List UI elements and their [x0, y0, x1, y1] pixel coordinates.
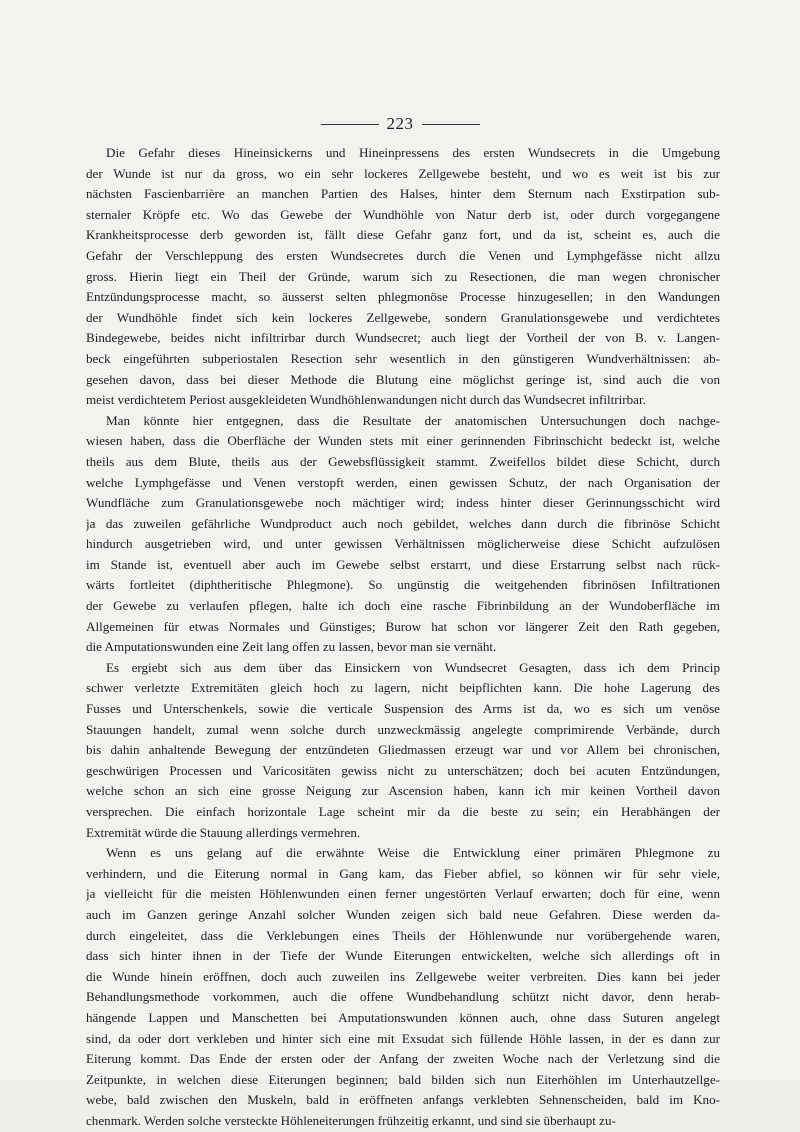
text-line: Allgemeinen für etwas Normales und Günstiges; Burow hat schon vor längerer Zeit den Rath gegeben,: [86, 618, 720, 634]
text-line: Man könnte hier entgegnen, dass die Resultate der anatomischen Untersuchungen doch nachge-: [106, 412, 720, 428]
paragraph: [86, 658, 720, 843]
text-line: wiesen haben, dass die Oberfläche der Wunden stets mit einer gerinnenden Fibrinschicht bedeckt ist, welche: [86, 433, 720, 449]
text-line: welche Lymphgefässe und Venen verstopft werden, einen gewissen Schutz, der nach Organisation der: [86, 474, 720, 490]
text-line: sternaler Kröpfe etc. Wo das Gewebe der Wundhöhle von Natur derb ist, oder durch vorgegangene: [86, 206, 720, 222]
text-line: bis dahin anhaltende Bewegung der entzündeten Gliedmassen erzeugt war und vor Allem bei chronischen,: [86, 742, 720, 758]
header-rule-right: [422, 124, 480, 125]
text-line: Wenn es uns gelang auf die erwähnte Weise die Entwicklung einer primären Phlegmone zu: [106, 845, 720, 861]
text-line: wärts fortleitet (diphtheritische Phlegmone). So ungünstig die weitgehenden fibrinösen Infiltrationen: [86, 577, 720, 593]
text-line: Extremität würde die Stauung allerdings vermehren.: [86, 824, 361, 840]
text-line: Gefahr der Verschleppung des ersten Wundsecretes durch die Venen und Lymphgefässe nicht allzu: [86, 247, 720, 263]
text-line: welche schon an sich eine grosse Neigung zur Ascension haben, kann ich mir keinen Vortheil davon: [86, 783, 720, 799]
text-line: Die Gefahr dieses Hineinsickerns und Hineinpressens des ersten Wundsecrets in die Umgebung: [106, 145, 720, 160]
text-line: Entzündungsprocesse macht, so äusserst selten phlegmonöse Processe hinzugesellen; in den Wandungen: [86, 289, 720, 305]
text-line: gross. Hierin liegt ein Theil der Gründe, warum sich zu Resectionen, die man wegen chronischer: [86, 268, 720, 284]
text-line: ja vielleicht für die meisten Höhlenwunden einen ferner ungestörten Verlauf erwarten; doch für eine, wenn: [86, 886, 720, 902]
text-line: Stauungen handelt, zumal wenn solche durch unzweckmässig angelegte comprimirende Verbände, durch: [86, 721, 720, 737]
text-line: die Wunde hinein eröffnen, doch auch zuweilen ins Zellgewebe weiter verbreiten. Dies kann bei jeder: [86, 968, 720, 984]
text-line: nächsten Fascienbarrière an manchen Partien des Halses, hinter dem Sternum nach Exstirpation sub-: [86, 186, 720, 202]
text-line: Es ergiebt sich aus dem über das Einsickern von Wundsecret Gesagten, dass ich dem Princip: [106, 659, 720, 675]
paragraph: [86, 411, 720, 658]
text-line: dass sich hinter ihnen in der Tiefe der Wunde Eiterungen entwickelten, welche sich allerdings oft in: [86, 948, 720, 964]
text-line: Zeitpunkte, in welchen diese Eiterungen beginnen; bald bilden sich nun Eiterhöhlen im Unterhautzellge-: [86, 1071, 720, 1087]
body-text: [86, 143, 720, 1132]
text-line: Bindegewebe, beides nicht infiltrirbar durch Wundsecret; auch liegt der Vortheil der von B. v. Langen-: [86, 330, 720, 346]
paragraph: [86, 143, 720, 411]
text-line: verhindern, und die Eiterung normal in Gang kam, das Fieber abfiel, so können wir für sehr viele,: [86, 865, 720, 881]
text-line: theils aus dem Blute, theils aus der Gewebsflüssigkeit stammt. Zweifellos bildet diese Schicht, durch: [86, 453, 720, 469]
text-line: geschwürigen Processen und Varicositäten gewiss nicht zu unterschätzen; doch bei acuten Entzündungen,: [86, 762, 720, 778]
text-line: Wundfläche zum Granulationsgewebe noch mächtiger wird; indess hinter dieser Gerinnungsschicht wird: [86, 495, 720, 511]
text-line: im Stande ist, eventuell aber auch im Gewebe selbst erstarrt, und diese Erstarrung selbst nach rück-: [86, 556, 720, 572]
text-line: gesehen davon, dass bei dieser Methode die Blutung eine möglichst geringe ist, sind auch die von: [86, 371, 720, 387]
page-header: [0, 114, 800, 134]
text-line: hängende Lappen und Manschetten bei Amputationswunden können auch, ohne dass Suturen angelegt: [86, 1009, 720, 1025]
text-line: meist verdichtetem Periost ausgekleideten Wundhöhlenwandungen nicht durch das Wundsecret infiltrirbar.: [86, 392, 646, 408]
text-line: auch im Ganzen geringe Anzahl solcher Wunden zeigen sich bald neue Gefahren. Diese werden da-: [86, 906, 720, 922]
text-line: Behandlungsmethode vorkommen, auch die offene Wundbehandlung schützt nicht davor, denn herab-: [86, 989, 720, 1005]
text-line: der Wunde ist nur da gross, wo ein sehr lockeres Zellgewebe besteht, und wo es weit ist bis zur: [86, 165, 720, 181]
text-line: chenmark. Werden solche versteckte Höhleneiterungen frühzeitig erkannt, und sind sie überhaupt zu-: [86, 1112, 616, 1128]
text-line: der Wundhöhle findet sich kein lockeres Zellgewebe, sondern Granulationsgewebe und verdichtetes: [86, 309, 720, 325]
paragraph: [86, 843, 720, 1131]
text-line: versprechen. Die einfach horizontale Lage scheint mir da die beste zu sein; ein Herabhängen der: [86, 804, 720, 819]
text-line: schwer verletzte Extremitäten gleich hoch zu lagern, nicht beipflichten kann. Die hohe Lagerung des: [86, 680, 720, 696]
header-rule-left: [321, 124, 379, 125]
page-number: 223: [386, 114, 414, 133]
text-line: Eiterung kommt. Das Ende der ersten oder der Anfang der zweiten Woche nach der Verletzung sind die: [86, 1051, 720, 1067]
text-line: hindurch ausgetrieben wird, und unter gewissen Verhältnissen möglicherweise diese Schicht aufzulösen: [86, 536, 720, 552]
text-line: der Gewebe zu verlaufen pflegen, halte ich doch eine rasche Fibrinbildung an der Wundoberfläche im: [86, 598, 720, 614]
text-line: Fusses und Unterschenkels, sowie die verticale Suspension des Arms ist da, wo es sich um venöse: [86, 701, 720, 717]
text-line: durch eingeleitet, dass die Verklebungen eines Theils der Höhlenwunde nur vorübergehende waren,: [86, 927, 720, 943]
text-line: webe, bald zwischen den Muskeln, bald in eröffneten anfangs verklebten Sehnenscheiden, bald im Kno-: [86, 1092, 720, 1108]
text-line: ja das zuweilen gefährliche Wundproduct auch noch gebildet, welches dann durch die fibrinöse Schicht: [86, 515, 720, 531]
text-line: beck eingeführten subperiostalen Resection sehr wesentlich in den günstigeren Wundverhältnissen: ab-: [86, 350, 720, 366]
text-line: die Amputationswunden eine Zeit lang offen zu lassen, bevor man sie vernäht.: [86, 639, 497, 655]
text-line: sind, da oder dort verkleben und hinter sich eine mit Exsudat sich füllende Höhle lassen, in der es dann zur: [86, 1030, 720, 1046]
text-line: Krankheitsprocesse derb geworden ist, fällt diese Gefahr ganz fort, und da ist, scheint es, auch die: [86, 227, 720, 243]
